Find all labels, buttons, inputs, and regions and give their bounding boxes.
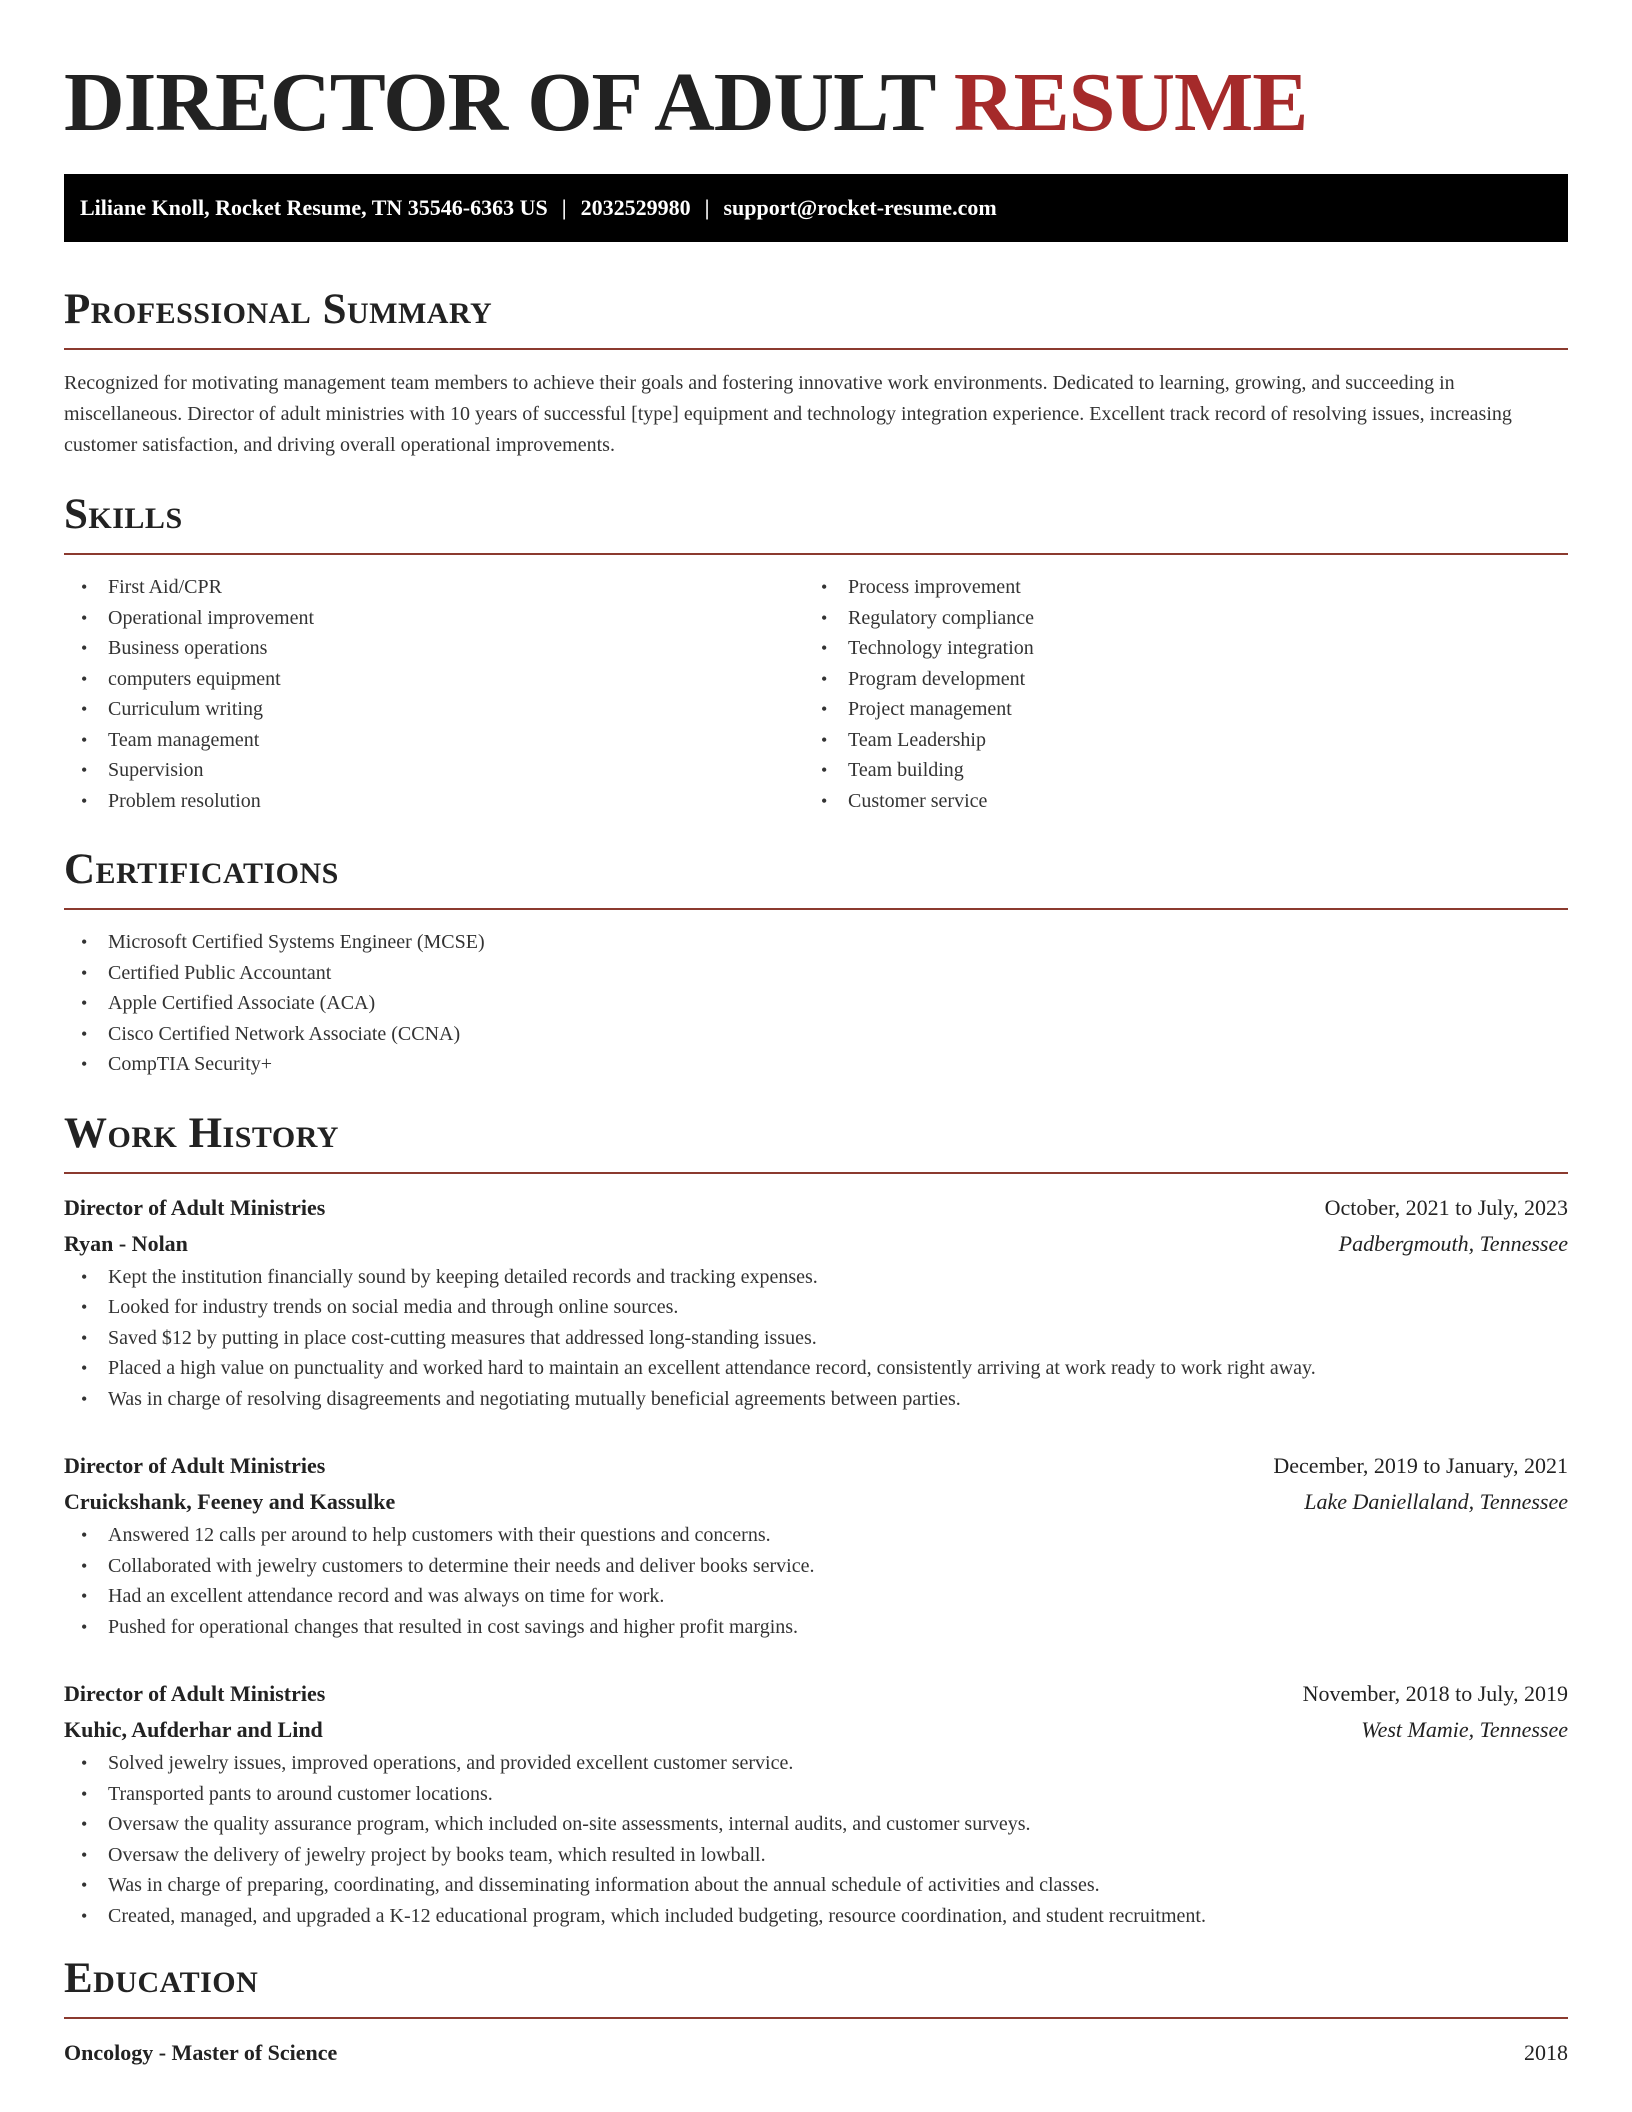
skill-item: • Project management (821, 698, 1012, 720)
education-degree: Oncology - Master of Science (64, 2040, 338, 2065)
title-accent: RESUME (953, 56, 1308, 149)
work-history-heading: Work History (64, 1110, 1568, 1174)
certification-item: • Certified Public Accountant (81, 961, 332, 984)
skill-item: • Technology integration (821, 637, 1034, 659)
job-subheader (64, 1712, 1568, 1748)
job-location: West Mamie, Tennessee (1361, 1717, 1568, 1742)
job-bullet: • Answered 12 calls per around to help customers with their questions and concerns. (81, 1524, 771, 1546)
skill-item: • computers equipment (81, 667, 281, 690)
job-bullets (64, 1262, 1568, 1415)
skill-item: • Program development (821, 667, 1026, 690)
job-bullet: • Had an excellent attendance record and was always on time for work. (81, 1585, 665, 1607)
skills-list-right (804, 572, 1544, 816)
skills-list-left (64, 572, 804, 816)
education-heading: Education (64, 1955, 1568, 2019)
skill-item: • Business operations (81, 637, 268, 659)
skill-item: • Supervision (81, 759, 204, 781)
job-dates: November, 2018 to July, 2019 (1302, 1681, 1568, 1706)
job-bullet: • Collaborated with jewelry customers to determine their needs and deliver books service. (81, 1554, 815, 1577)
job-bullet: • Oversaw the quality assurance program, which included on-site assessments, internal audits, and customer surveys. (81, 1813, 1031, 1835)
skills-grid (64, 572, 1568, 816)
skill-item: • Curriculum writing (81, 698, 263, 720)
certification-item: • CompTIA Security+ (81, 1053, 273, 1075)
job-title: Director of Adult Ministries (64, 1453, 326, 1478)
summary-text: Recognized for motivating management team members to achieve their goals and fostering innovative work environments. Dedicated to learning, growing, and succeeding in miscellaneous. Director of adult ministries with 10 years of successful [type] equipment and technology integration experience. Excellent track record of resolving issues, increasing customer satisfaction, and driving overall operational improvements. (64, 372, 1512, 456)
job-header (64, 1676, 1568, 1712)
job-dates: October, 2021 to July, 2023 (1324, 1194, 1568, 1220)
resume-title (64, 0, 1568, 149)
skills-heading: Skills (64, 491, 1568, 555)
certification-item: • Microsoft Certified Systems Engineer (MCSE) (81, 931, 485, 953)
contact-bar (64, 174, 1568, 242)
job-bullet: • Looked for industry trends on social media and through online sources. (81, 1296, 679, 1318)
skill-item: • Problem resolution (81, 789, 261, 812)
certifications-section (64, 846, 1568, 1080)
job-bullet: • Saved $12 by putting in place cost-cutting measures that addressed long-standing issues. (81, 1326, 817, 1349)
skill-item: • Team management (81, 728, 260, 751)
job-bullet: • Transported pants to around customer locations. (81, 1782, 493, 1805)
job-location: Padbergmouth, Tennessee (1338, 1230, 1568, 1256)
skill-item: • Team Leadership (821, 728, 986, 751)
skill-item: • Operational improvement (81, 606, 315, 629)
job-entry (64, 1448, 1568, 1642)
job-subheader (64, 1226, 1568, 1262)
job-bullet: • Placed a high value on punctuality and worked hard to maintain an excellent attendance record, consistently arriving at work ready to work right away. (81, 1357, 1316, 1379)
job-company: Kuhic, Aufderhar and Lind (64, 1717, 323, 1742)
certification-item: • Apple Certified Associate (ACA) (81, 992, 376, 1014)
job-dates: December, 2019 to January, 2021 (1273, 1453, 1568, 1478)
contact-separator: | (561, 195, 567, 220)
summary-heading: Professional Summary (64, 286, 1568, 350)
job-header (64, 1190, 1568, 1226)
job-company: Cruickshank, Feeney and Kassulke (64, 1489, 396, 1514)
education-section (64, 1955, 1568, 2071)
certification-item: • Cisco Certified Network Associate (CCNA) (81, 1022, 461, 1045)
certifications-list (64, 927, 1568, 1080)
job-location: Lake Daniellaland, Tennessee (1304, 1489, 1568, 1514)
job-bullet: • Created, managed, and upgraded a K-12 educational program, which included budgeting, resource coordination, and student recruitment. (81, 1904, 1206, 1927)
contact-phone: 2032529980 (580, 195, 691, 220)
summary-section (64, 286, 1568, 461)
education-year: 2018 (1524, 2040, 1568, 2065)
title-main: DIRECTOR OF ADULT (64, 56, 934, 149)
job-title: Director of Adult Ministries (64, 1681, 326, 1706)
education-entry (64, 2035, 1568, 2071)
skill-item: • First Aid/CPR (81, 576, 222, 598)
job-bullet: • Was in charge of preparing, coordinating, and disseminating information about the annual schedule of activities and classes. (81, 1874, 1100, 1896)
skill-item: • Process improvement (821, 576, 1021, 598)
contact-separator: | (704, 195, 710, 220)
job-header (64, 1448, 1568, 1484)
job-bullet: • Pushed for operational changes that resulted in cost savings and higher profit margins. (81, 1615, 799, 1638)
skills-section (64, 491, 1568, 816)
job-title: Director of Adult Ministries (64, 1194, 326, 1220)
job-bullet: • Oversaw the delivery of jewelry project by books team, which resulted in lowball. (81, 1843, 766, 1866)
job-bullet: • Solved jewelry issues, improved operations, and provided excellent customer service. (81, 1752, 794, 1774)
job-bullets (64, 1520, 1568, 1642)
contact-email: support@rocket-resume.com (723, 195, 997, 220)
job-bullet: • Was in charge of resolving disagreements and negotiating mutually beneficial agreements between parties. (81, 1387, 961, 1410)
work-history-section (64, 1110, 1568, 1932)
job-entry (64, 1190, 1568, 1415)
job-entry (64, 1676, 1568, 1931)
skill-item: • Regulatory compliance (821, 606, 1035, 629)
job-subheader (64, 1484, 1568, 1520)
certifications-heading: Certifications (64, 846, 1568, 910)
skill-item: • Team building (821, 759, 964, 781)
contact-address: Liliane Knoll, Rocket Resume, TN 35546-6363 US (80, 195, 548, 220)
job-bullets (64, 1748, 1568, 1931)
job-company: Ryan - Nolan (64, 1230, 188, 1256)
job-bullet: • Kept the institution financially sound by keeping detailed records and tracking expenses. (81, 1265, 818, 1288)
skill-item: • Customer service (821, 789, 988, 812)
